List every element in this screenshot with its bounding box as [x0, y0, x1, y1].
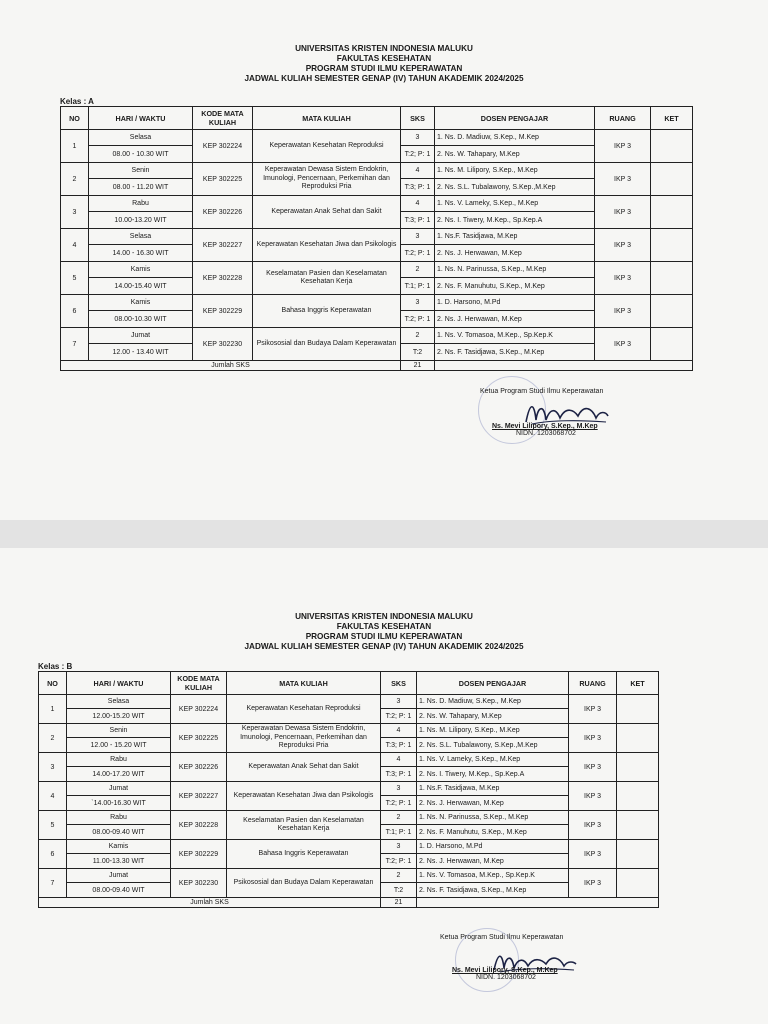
col-header-sks: SKS: [401, 107, 435, 130]
cell-hari: Rabu: [67, 811, 171, 825]
cell-sks: 3: [381, 840, 417, 854]
cell-waktu: 14.00-17.20 WIT: [67, 767, 171, 782]
cell-dosen-2: 2. Ns. W. Tahapary, M.Kep: [435, 146, 595, 163]
cell-kode: KEP 302227: [193, 229, 253, 262]
cell-dosen-1: 1. Ns. D. Madiuw, S.Kep., M.Kep: [435, 130, 595, 146]
cell-dosen-1: 1. Ns. V. Lameky, S.Kep., M.Kep: [417, 753, 569, 767]
cell-kode: KEP 302230: [171, 869, 227, 898]
cell-kode: KEP 302230: [193, 328, 253, 361]
cell-no: 2: [61, 163, 89, 196]
col-header-hari: HARI / WAKTU: [67, 672, 171, 695]
cell-sks-split: T:2; P: 1: [401, 311, 435, 328]
cell-ket: [651, 196, 693, 229]
cell-dosen-1: 1. Ns.F. Tasidjawa, M.Kep: [435, 229, 595, 245]
cell-kode: KEP 302227: [171, 782, 227, 811]
cell-ket: [617, 869, 659, 898]
cell-mata-kuliah: Keselamatan Pasien dan Keselamatan Kesehatan Kerja: [227, 811, 381, 840]
class-label: Kelas : B: [38, 662, 73, 671]
table-row: [61, 295, 693, 311]
document-header: [0, 612, 768, 652]
cell-hari: Selasa: [89, 130, 193, 146]
cell-dosen-1: 1. Ns. D. Madiuw, S.Kep., M.Kep: [417, 695, 569, 709]
col-header-mata-kuliah: MATA KULIAH: [253, 107, 401, 130]
cell-ket: [651, 295, 693, 328]
cell-no: 5: [39, 811, 67, 840]
cell-sks-split: T:2: [401, 344, 435, 361]
cell-sks-split: T:3; P: 1: [401, 212, 435, 229]
cell-mata-kuliah: Bahasa Inggris Keperawatan: [253, 295, 401, 328]
cell-mata-kuliah: Keperawatan Kesehatan Reproduksi: [253, 130, 401, 163]
cell-ket: [617, 782, 659, 811]
cell-no: 7: [61, 328, 89, 361]
cell-kode: KEP 302225: [171, 724, 227, 753]
signature-title: Ketua Program Studi Ilmu Keperawatan: [480, 388, 604, 395]
total-label: Jumlah SKS: [61, 361, 401, 371]
cell-waktu: 11.00-13.30 WIT: [67, 854, 171, 869]
cell-sks: 3: [381, 695, 417, 709]
cell-dosen-1: 1. Ns. N. Parinussa, S.Kep., M.Kep: [435, 262, 595, 278]
cell-dosen-1: 1. Ns. V. Tomasoa, M.Kep., Sp.Kep.K: [417, 869, 569, 883]
signature-nidn: NIDN. 1203068702: [516, 430, 576, 437]
col-header-dosen: DOSEN PENGAJAR: [417, 672, 569, 695]
col-header-dosen: DOSEN PENGAJAR: [435, 107, 595, 130]
schedule-table: [38, 671, 659, 908]
cell-dosen-1: 1. D. Harsono, M.Pd: [435, 295, 595, 311]
cell-sks: 3: [401, 229, 435, 245]
cell-dosen-2: 2. Ns. F. Tasidjawa, S.Kep., M.Kep: [435, 344, 595, 361]
cell-mata-kuliah: Psikososial dan Budaya Dalam Keperawatan: [227, 869, 381, 898]
cell-no: 2: [39, 724, 67, 753]
cell-kode: KEP 302228: [193, 262, 253, 295]
col-header-ruang: RUANG: [569, 672, 617, 695]
cell-hari: Kamis: [89, 295, 193, 311]
col-header-ket: KET: [651, 107, 693, 130]
cell-waktu: 08.00 - 11.20 WIT: [89, 179, 193, 196]
cell-dosen-2: 2. Ns. F. Tasidjawa, S.Kep., M.Kep: [417, 883, 569, 898]
cell-waktu: 08.00-09.40 WIT: [67, 825, 171, 840]
cell-ket: [651, 130, 693, 163]
cell-sks: 4: [401, 163, 435, 179]
cell-ket: [617, 840, 659, 869]
col-header-kode: KODE MATA KULIAH: [193, 107, 253, 130]
cell-no: 3: [61, 196, 89, 229]
cell-dosen-2: 2. Ns. J. Herwawan, M.Kep: [417, 854, 569, 869]
cell-sks: 3: [401, 295, 435, 311]
cell-sks-split: T:1; P: 1: [381, 825, 417, 840]
cell-sks: 2: [401, 262, 435, 278]
cell-hari: Kamis: [89, 262, 193, 278]
cell-ruang: IKP 3: [595, 163, 651, 196]
cell-dosen-1: 1. Ns. V. Lameky, S.Kep., M.Kep: [435, 196, 595, 212]
cell-ruang: IKP 3: [569, 811, 617, 840]
cell-sks-split: T:3; P: 1: [381, 738, 417, 753]
cell-dosen-2: 2. Ns. I. Tiwery, M.Kep., Sp.Kep.A: [435, 212, 595, 229]
cell-ruang: IKP 3: [595, 328, 651, 361]
university-name: UNIVERSITAS KRISTEN INDONESIA MALUKU: [295, 612, 473, 621]
table-row: [61, 163, 693, 179]
col-header-ket: KET: [617, 672, 659, 695]
col-header-no: NO: [39, 672, 67, 695]
cell-sks: 4: [401, 196, 435, 212]
cell-dosen-2: 2. Ns. J. Herwawan, M.Kep: [435, 311, 595, 328]
cell-sks: 4: [381, 753, 417, 767]
cell-mata-kuliah: Keperawatan Dewasa Sistem Endokrin, Imunologi, Pencernaan, Perkemihan dan Reproduksi Pria: [227, 724, 381, 753]
faculty-name: FAKULTAS KESEHATAN: [336, 54, 432, 63]
signature-block: [480, 388, 603, 437]
cell-waktu: 14.00 - 16.30 WIT: [89, 245, 193, 262]
cell-ket: [617, 695, 659, 724]
cell-mata-kuliah: Keperawatan Anak Sehat dan Sakit: [227, 753, 381, 782]
table-header-row: [39, 672, 659, 695]
cell-hari: Selasa: [89, 229, 193, 245]
cell-dosen-2: 2. Ns. J. Herwawan, M.Kep: [417, 796, 569, 811]
cell-waktu: 12.00-15.20 WIT: [67, 709, 171, 724]
cell-mata-kuliah: Keselamatan Pasien dan Keselamatan Kesehatan Kerja: [253, 262, 401, 295]
cell-dosen-2: 2. Ns. S.L. Tubalawony, S.Kep.,M.Kep: [417, 738, 569, 753]
cell-sks-split: T:2; P: 1: [381, 709, 417, 724]
cell-mata-kuliah: Bahasa Inggris Keperawatan: [227, 840, 381, 869]
cell-waktu: 08.00-10.30 WIT: [89, 311, 193, 328]
faculty-name: FAKULTAS KESEHATAN: [336, 622, 432, 631]
schedule-title: JADWAL KULIAH SEMESTER GENAP (IV) TAHUN AKADEMIK 2024/2025: [244, 642, 524, 651]
cell-ruang: IKP 3: [569, 753, 617, 782]
cell-hari: Senin: [89, 163, 193, 179]
cell-ruang: IKP 3: [595, 229, 651, 262]
signature-name: Ns. Mevi Lilipory, S.Kep., M.Kep: [452, 967, 558, 974]
signature-block: [440, 934, 563, 981]
table-row: [39, 840, 659, 854]
cell-ruang: IKP 3: [595, 130, 651, 163]
cell-sks: 3: [401, 130, 435, 146]
schedule-table: [60, 106, 693, 371]
cell-ruang: IKP 3: [569, 782, 617, 811]
cell-dosen-2: 2. Ns. J. Herwawan, M.Kep: [435, 245, 595, 262]
cell-ruang: IKP 3: [569, 869, 617, 898]
cell-sks-split: T:3; P: 1: [381, 767, 417, 782]
cell-sks-split: T:2; P: 1: [401, 245, 435, 262]
cell-waktu: 12.00 - 15.20 WIT: [67, 738, 171, 753]
signature-nidn: NIDN. 1203068702: [476, 974, 536, 981]
cell-waktu: 08.00-09.40 WIT: [67, 883, 171, 898]
total-row: [61, 361, 693, 371]
program-name: PROGRAM STUDI ILMU KEPERAWATAN: [305, 64, 463, 73]
cell-sks: 2: [381, 811, 417, 825]
page-gap: [0, 520, 768, 548]
col-header-kode: KODE MATA KULIAH: [171, 672, 227, 695]
total-filler: [435, 361, 693, 371]
cell-hari: Selasa: [67, 695, 171, 709]
cell-hari: Jumat: [67, 869, 171, 883]
cell-mata-kuliah: Keperawatan Dewasa Sistem Endokrin, Imunologi, Pencernaan, Perkemihan dan Reproduksi Pria: [253, 163, 401, 196]
cell-dosen-2: 2. Ns. F. Manuhutu, S.Kep., M.Kep: [417, 825, 569, 840]
cell-ruang: IKP 3: [595, 196, 651, 229]
cell-kode: KEP 302226: [193, 196, 253, 229]
class-label: Kelas : A: [60, 97, 94, 106]
cell-dosen-2: 2. Ns. W. Tahapary, M.Kep: [417, 709, 569, 724]
cell-ruang: IKP 3: [595, 295, 651, 328]
cell-hari: Rabu: [67, 753, 171, 767]
cell-waktu: 14.00-15.40 WIT: [89, 278, 193, 295]
cell-mata-kuliah: Keperawatan Kesehatan Jiwa dan Psikologis: [253, 229, 401, 262]
cell-kode: KEP 302226: [171, 753, 227, 782]
col-header-ruang: RUANG: [595, 107, 651, 130]
total-sks: 21: [401, 361, 435, 371]
cell-mata-kuliah: Keperawatan Kesehatan Reproduksi: [227, 695, 381, 724]
cell-dosen-1: 1. Ns. M. Lilipory, S.Kep., M.Kep: [435, 163, 595, 179]
cell-ruang: IKP 3: [595, 262, 651, 295]
signature-name: Ns. Mevi Lilipory, S.Kep., M.Kep: [492, 423, 598, 430]
table-row: [39, 695, 659, 709]
cell-ket: [651, 163, 693, 196]
table-row: [39, 869, 659, 883]
total-filler: [417, 898, 659, 908]
table-row: [39, 782, 659, 796]
cell-no: 1: [39, 695, 67, 724]
col-header-sks: SKS: [381, 672, 417, 695]
document-header: [0, 44, 768, 84]
cell-no: 6: [61, 295, 89, 328]
col-header-no: NO: [61, 107, 89, 130]
university-name: UNIVERSITAS KRISTEN INDONESIA MALUKU: [295, 44, 473, 53]
cell-kode: KEP 302225: [193, 163, 253, 196]
cell-sks-split: T:2; P: 1: [381, 854, 417, 869]
cell-waktu: 10.00-13.20 WIT: [89, 212, 193, 229]
cell-ket: [651, 328, 693, 361]
cell-dosen-2: 2. Ns. I. Tiwery, M.Kep., Sp.Kep.A: [417, 767, 569, 782]
cell-sks: 2: [401, 328, 435, 344]
cell-no: 4: [61, 229, 89, 262]
cell-mata-kuliah: Keperawatan Kesehatan Jiwa dan Psikologis: [227, 782, 381, 811]
cell-dosen-2: 2. Ns. F. Manuhutu, S.Kep., M.Kep: [435, 278, 595, 295]
cell-waktu: 12.00 - 13.40 WIT: [89, 344, 193, 361]
cell-dosen-1: 1. Ns. N. Parinussa, S.Kep., M.Kep: [417, 811, 569, 825]
cell-sks-split: T:3; P: 1: [401, 179, 435, 196]
cell-sks: 3: [381, 782, 417, 796]
cell-ket: [651, 229, 693, 262]
cell-ruang: IKP 3: [569, 724, 617, 753]
cell-dosen-1: 1. D. Harsono, M.Pd: [417, 840, 569, 854]
table-row: [61, 196, 693, 212]
cell-sks-split: T:2; P: 1: [401, 146, 435, 163]
table-header-row: [61, 107, 693, 130]
table-row: [61, 229, 693, 245]
cell-mata-kuliah: Keperawatan Anak Sehat dan Sakit: [253, 196, 401, 229]
cell-sks: 4: [381, 724, 417, 738]
table-row: [39, 811, 659, 825]
cell-ket: [617, 811, 659, 840]
table-row: [39, 724, 659, 738]
cell-kode: KEP 302224: [171, 695, 227, 724]
cell-no: 7: [39, 869, 67, 898]
cell-sks-split: T:2: [381, 883, 417, 898]
cell-waktu: 08.00 - 10.30 WIT: [89, 146, 193, 163]
cell-ruang: IKP 3: [569, 840, 617, 869]
cell-no: 6: [39, 840, 67, 869]
cell-dosen-1: 1. Ns. M. Lilipory, S.Kep., M.Kep: [417, 724, 569, 738]
schedule-title: JADWAL KULIAH SEMESTER GENAP (IV) TAHUN AKADEMIK 2024/2025: [244, 74, 524, 83]
cell-kode: KEP 302228: [171, 811, 227, 840]
cell-no: 5: [61, 262, 89, 295]
total-label: Jumlah SKS: [39, 898, 381, 908]
total-row: [39, 898, 659, 908]
col-header-hari: HARI / WAKTU: [89, 107, 193, 130]
cell-hari: Jumat: [89, 328, 193, 344]
cell-dosen-1: 1. Ns.F. Tasidjawa, M.Kep: [417, 782, 569, 796]
cell-no: 4: [39, 782, 67, 811]
cell-hari: Senin: [67, 724, 171, 738]
table-row: [61, 262, 693, 278]
table-row: [61, 328, 693, 344]
cell-hari: Rabu: [89, 196, 193, 212]
table-row: [39, 753, 659, 767]
cell-kode: KEP 302224: [193, 130, 253, 163]
cell-ket: [617, 724, 659, 753]
cell-hari: Kamis: [67, 840, 171, 854]
cell-hari: Jumat: [67, 782, 171, 796]
cell-sks-split: T:1; P: 1: [401, 278, 435, 295]
cell-no: 3: [39, 753, 67, 782]
cell-ket: [651, 262, 693, 295]
program-name: PROGRAM STUDI ILMU KEPERAWATAN: [305, 632, 463, 641]
cell-kode: KEP 302229: [171, 840, 227, 869]
cell-waktu: `14.00-16.30 WIT: [67, 796, 171, 811]
cell-ket: [617, 753, 659, 782]
cell-ruang: IKP 3: [569, 695, 617, 724]
cell-sks-split: T:2; P: 1: [381, 796, 417, 811]
cell-dosen-2: 2. Ns. S.L. Tubalawony, S.Kep.,M.Kep: [435, 179, 595, 196]
total-sks: 21: [381, 898, 417, 908]
cell-dosen-1: 1. Ns. V. Tomasoa, M.Kep., Sp.Kep.K: [435, 328, 595, 344]
schedule-sheet-kelas-b: [0, 548, 768, 1024]
col-header-mata-kuliah: MATA KULIAH: [227, 672, 381, 695]
cell-no: 1: [61, 130, 89, 163]
cell-mata-kuliah: Psikososial dan Budaya Dalam Keperawatan: [253, 328, 401, 361]
signature-title: Ketua Program Studi Ilmu Keperawatan: [440, 934, 564, 941]
cell-kode: KEP 302229: [193, 295, 253, 328]
cell-sks: 2: [381, 869, 417, 883]
table-row: [61, 130, 693, 146]
